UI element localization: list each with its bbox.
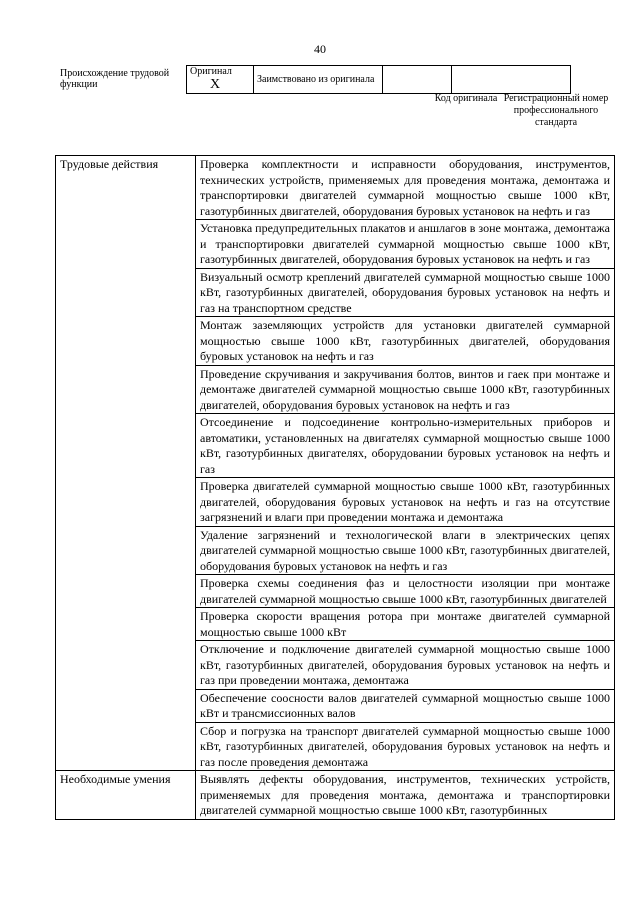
skill-item: Выявлять дефекты оборудования, инструментов, технических устройств, применяемых для проведения монтажа, демонтажа и транспортировки двигателей суммарной мощностью свыше 1000 кВт, газотурбинных xyxy=(196,771,615,820)
code-cell xyxy=(383,66,452,94)
labor-action-item: Обеспечение соосности валов двигателей суммарной мощностью свыше 1000 кВт и трансмиссионных валов xyxy=(196,689,615,722)
labor-action-row xyxy=(56,156,615,220)
code-caption: Код оригинала xyxy=(434,93,498,104)
original-cell xyxy=(187,66,254,94)
original-label: Оригинал xyxy=(190,66,232,77)
labor-action-item: Проверка скорости вращения ротора при монтаже двигателей суммарной мощностью свыше 1000 кВт xyxy=(196,608,615,641)
origin-label: Происхождение трудовой функции xyxy=(60,68,170,90)
labor-action-item: Визуальный осмотр креплений двигателей суммарной мощностью свыше 1000 кВт, газотурбинных двигателей, оборудования буровых установок на нефть и газ на транспортном средстве xyxy=(196,268,615,317)
labor-action-item: Удаление загрязнений и технологической влаги в электрических цепях двигателей суммарной мощностью свыше 1000 кВт, газотурбинных двигателей, оборудования буровых установок на нефть и газ xyxy=(196,526,615,575)
labor-action-label: Трудовые действия xyxy=(56,156,196,771)
original-mark: X xyxy=(210,77,221,92)
reg-number-cell xyxy=(452,66,571,94)
origin-table xyxy=(186,65,571,94)
labor-action-item: Проверка комплектности и исправности оборудования, инструментов, технических устройств, применяемых для проведения монтажа, демонтажа и транспортировки двигателей суммарной мощностью свыше 1000 кВт, газотурбинных двигателей, оборудования буровых установок на нефть и газ xyxy=(196,156,615,220)
labor-action-item: Отсоединение и подсоединение контрольно-измерительных приборов и автоматики, установленных на двигателях суммарной мощностью свыше 1000 кВт, газотурбинных двигателях, оборудовании буровых установок на нефть и газ xyxy=(196,414,615,478)
labor-action-item: Сбор и погрузка на транспорт двигателей суммарной мощностью свыше 1000 кВт, газотурбинных двигателей, оборудования буровых установок на нефть и газ после проведения демонтажа xyxy=(196,722,615,771)
labor-action-item: Установка предупредительных плакатов и аншлагов в зоне монтажа, демонтажа и транспортировки двигателей суммарной мощностью свыше 1000 кВт, газотурбинных двигателей, оборудования буровых установок на нефть и газ xyxy=(196,220,615,269)
labor-action-item: Проверка двигателей суммарной мощностью свыше 1000 кВт, газотурбинных двигателей, оборудования буровых установок на нефть и газ на отсутствие загрязнений и влаги при проведении монтажа и демонтажа xyxy=(196,478,615,527)
labor-action-item: Проведение скручивания и закручивания болтов, винтов и гаек при монтаже и демонтаже двигателей суммарной мощностью свыше 1000 кВт, газотурбинных двигателей, оборудования буровых установок на нефть и газ xyxy=(196,365,615,414)
reg-caption: Регистрационный номер профессионального стандарта xyxy=(503,93,609,128)
skill-label: Необходимые умения xyxy=(56,771,196,820)
labor-action-item: Отключение и подключение двигателей суммарной мощностью свыше 1000 кВт, газотурбинных двигателей, оборудования буровых установок на нефть и газ при проведении монтажа, демонтажа xyxy=(196,641,615,690)
page-number: 40 xyxy=(314,42,326,56)
function-table xyxy=(55,155,615,820)
borrowed-cell: Заимствовано из оригинала xyxy=(254,66,383,94)
labor-action-item: Проверка схемы соединения фаз и целостности изоляции при монтаже двигателей суммарной мощностью свыше 1000 кВт, газотурбинных двигателей xyxy=(196,575,615,608)
labor-action-item: Монтаж заземляющих устройств для установки двигателей суммарной мощностью свыше 1000 кВт, газотурбинных двигателей, оборудования буровых установок на нефть и газ xyxy=(196,317,615,366)
skill-row xyxy=(56,771,615,820)
